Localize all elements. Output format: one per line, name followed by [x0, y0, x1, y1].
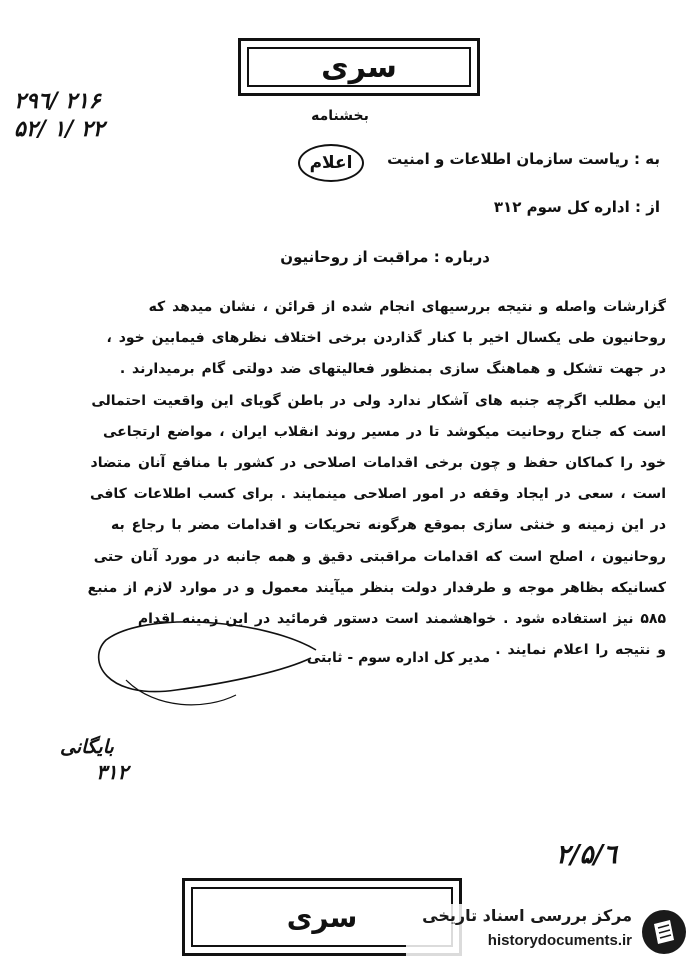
watermark-name: مرکز بررسی اسناد تاریخی [422, 906, 632, 925]
classification-stamp-top [238, 38, 480, 96]
subject-line: درباره : مراقبت از روحانیون [280, 248, 490, 266]
recipient-line: به : ریاست سازمان اطلاعات و امنیت [387, 150, 660, 168]
body-line: روحانیون طی یکسال اخیر با کنار گذاردن برخی اختلاف نظرهای فیمابین خود ، [106, 330, 666, 347]
signature-scribble [86, 610, 326, 720]
signature-title: مدیر کل اداره سوم - ثابتی [306, 650, 490, 666]
body-line: خود را کماکان حفظ و چون برخی اقدامات اصلاحی در کشور با منافع آنان متضاد [90, 455, 666, 472]
handwritten-bottom-number: ۲/۵/٦ [556, 840, 617, 870]
body-line: است ، سعی در ایجاد وقفه در امور اصلاحی مینمایند . برای کسب اطلاعات کافی [90, 486, 666, 503]
handwritten-note-number: ۳۱۲ [96, 760, 129, 784]
document-type: بخشنامه [311, 108, 369, 124]
classification-label-bottom: سری [191, 887, 453, 947]
body-line: در جهت تشکل و هماهنگ سازی بمنظور فعالیتهای ضد دولتی گام برمیدارند . [119, 361, 666, 378]
watermark [406, 904, 696, 960]
watermark-url: historydocuments.ir [487, 932, 632, 949]
body-line: و نتیجه را اعلام نمایند . [495, 642, 666, 659]
sender-line: از : اداره کل سوم ۳۱۲ [493, 198, 660, 216]
body-line: گزارشات واصله و نتیجه بررسیهای انجام شده از قرائن ، نشان میدهد که [148, 299, 666, 315]
body-line: روحانیون ، اصلح است که اقدامات مراقبتی دقیق و همه جانبه در مورد آنان حتی [93, 548, 666, 565]
archive-logo-icon [640, 908, 688, 956]
body-line: این مطلب اگرچه جنبه های آشکار ندارد ولی در باطن گویای این واقعیت احتمالی [91, 392, 666, 409]
body-line: ۵۸۵ نیز استفاده شود . خواهشمند است دستور فرمائید در این زمینه اقدام [137, 611, 666, 628]
urgent-stamp: اعلام [298, 144, 364, 182]
handwritten-reference-number: ۲۹٦/ ۲۱۶ [14, 88, 101, 114]
handwritten-archive-note: بایگانی [60, 736, 114, 758]
handwritten-reference-date: ۵۲/ ۱/ ۲۲ [14, 116, 105, 142]
body-line: کسانیکه بظاهر موجه و طرفدار دولت بنظر میآیند معمول و در موارد لازم از منبع [87, 579, 666, 596]
body-line: است که جناح روحانیت میکوشد تا در مسیر روند انقلاب ایران ، مواضع ارتجاعی [103, 423, 666, 440]
classification-label: سری [247, 47, 471, 87]
body-line: در این زمینه و خنثی سازی بموقع هرگونه تحریکات و اقدامات مضر با رجاع به [110, 517, 666, 534]
